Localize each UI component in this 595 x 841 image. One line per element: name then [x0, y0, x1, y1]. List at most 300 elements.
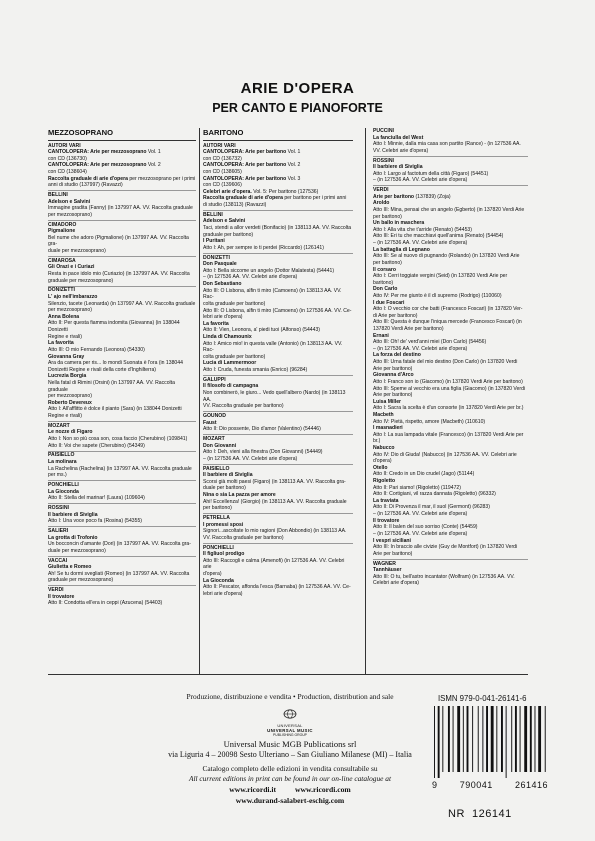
line-text: Atto III: Se al nuovo di pugnando (Rolando) (in 137820 Verdi Arie: [373, 253, 520, 260]
aria-line: [373, 379, 528, 386]
aria-line: [48, 393, 196, 400]
line-text: colta graduale per baritono): [203, 300, 266, 307]
aria-line: [203, 169, 353, 176]
line-text: Taci, stendi a allor verdeti (Bonifacio) (in 138113 AA. VV. Raccolta: [203, 225, 352, 232]
opera-title: Il barbiere di Siviglia: [373, 164, 423, 171]
line-text: 137820 Verdi Arie per baritono): [373, 326, 444, 333]
work-title-line: [373, 220, 528, 227]
barcode-bar: [467, 706, 469, 772]
composer-name: PAISIELLO: [48, 452, 75, 459]
opera-title: Faust: [203, 419, 217, 426]
aria-line: [203, 499, 353, 506]
opera-title: Il barbiere di Siviglia: [48, 511, 98, 518]
work-title-line: [373, 478, 528, 485]
line-text: Atto II: Pari siamo! (Rigoletto) (119472): [373, 484, 461, 491]
line-suffix: Vol. 1: [146, 149, 161, 156]
work-title-line: [373, 425, 528, 432]
line-text: – (in 127536 AA. VV. Celebri arie d'opera): [373, 511, 468, 518]
logo-mark: UNIVERSAL: [277, 723, 303, 728]
line-text: duale per mezzosoprano): [48, 248, 106, 255]
line-text: Silenzio, tacete (Leonarda) (in 137997 AA. VV. Raccolta graduale: [48, 300, 196, 307]
aria-line: [203, 232, 353, 239]
line-text: I due Foscari: [373, 299, 405, 306]
line-text: Rigoletto: [373, 478, 396, 485]
barcode: [432, 706, 548, 778]
work-title-line: [373, 194, 528, 201]
opera-title: La molinara: [48, 459, 77, 465]
composer-name: GOUNOD: [203, 413, 226, 419]
work-title-line: [373, 300, 528, 307]
line-text: Signori...ascoltate lo mio ragioni (Don Abbondio) (in 138113 AA.: [203, 528, 347, 535]
aria-line: [373, 319, 528, 326]
composer-entry: [48, 222, 196, 255]
barcode-bar: [511, 706, 512, 772]
barcode-bar: [520, 706, 521, 772]
footer-divider: [48, 674, 528, 675]
aria-line: [373, 141, 528, 148]
composer-name: BELLINI: [48, 191, 68, 198]
line-text: – (in 127536 AA. VV. Celebri arie d'opera): [373, 240, 468, 247]
column-baritono: [203, 128, 353, 599]
aria-line: [48, 571, 196, 578]
work-title-line: [203, 578, 353, 585]
barcode-bar: [472, 706, 473, 772]
aria-line: [48, 548, 196, 555]
composer-name: SALIERI: [48, 528, 69, 534]
composer-name: BELLINI: [203, 211, 223, 218]
aria-line: [48, 212, 196, 219]
aria-line: [48, 156, 196, 163]
composer-entry: [48, 587, 196, 607]
heading-rule: [48, 140, 196, 141]
work-title-line: [203, 162, 353, 169]
barcode-bar: [545, 706, 546, 772]
work-title-line: [373, 498, 528, 505]
line-text: Il corsaro: [373, 266, 396, 273]
composer-name: AUTORI VARI: [203, 142, 236, 149]
aria-line: [373, 580, 528, 587]
composer-name: MOZART: [203, 436, 225, 442]
aria-line: [203, 535, 353, 542]
work-title-line: [373, 372, 528, 379]
line-text: I masnadieri: [373, 425, 403, 432]
line-text: d'opera): [203, 571, 222, 578]
work-title-line: [373, 518, 528, 525]
line-text: – (in 127536 AA. VV. Celebri arie d'opera): [203, 455, 298, 462]
line-text: Arie per baritono): [373, 365, 413, 372]
line-text: Atto III: Urna fatale del mio destino (Don Carlo) (in 137820 Verdi: [373, 359, 518, 366]
line-text: Atto II: Condotta ell'era in ceppi (Azucena) (54403): [48, 600, 163, 607]
production-line: Produzione, distribuzione e vendita • Production, distribution and sale: [186, 692, 394, 701]
line-suffix: (137839) (Zoja): [414, 193, 451, 200]
line-text: Atto IV: Pietà, rispetto, amore (Macbeth) (110610): [373, 418, 486, 425]
globe-icon: [283, 709, 297, 719]
composer-entry: [48, 287, 196, 419]
aria-line: [373, 293, 528, 300]
aria-line: [48, 600, 196, 607]
opera-title: Il trovatore: [48, 593, 75, 600]
opera-title: Giulietta e Romeo: [48, 564, 92, 571]
opera-title: Pigmalione: [48, 228, 76, 235]
aria-line: [48, 334, 196, 341]
aria-line: [203, 354, 353, 361]
composer-name: ROSSINI: [373, 157, 394, 164]
composer-entry: [203, 377, 353, 410]
composer-entry: [48, 192, 196, 218]
barcode-bar: [438, 706, 440, 778]
aria-line: [203, 426, 353, 433]
barcode-bar: [530, 706, 532, 772]
line-text: Atto I: Una voce poco fa (Rosina) (54355): [48, 518, 143, 525]
line-text: Anna Bolena: [48, 313, 80, 320]
aria-line: [48, 301, 196, 308]
work-title-line: [48, 162, 196, 169]
aria-line: [373, 511, 528, 518]
line-text: Atto I: Sacra la scelta è d'un consorte (in 137820 Verdi Arie per br.): [373, 405, 524, 412]
aria-line: [203, 571, 353, 578]
work-title-line: [48, 354, 196, 361]
work-title-line: [373, 399, 528, 406]
aria-line: [48, 380, 196, 393]
line-suffix: Vol. 1: [286, 149, 301, 156]
column-mezzosoprano: [48, 128, 196, 608]
line-text: Lucrezia Borgia: [48, 373, 87, 380]
barcode-bar: [482, 706, 483, 772]
aria-line: [373, 313, 528, 320]
aria-line: [373, 233, 528, 240]
line-text: Atto II: Per questa fiamma indomita (Giovanna) (in 138044 Donizetti: [48, 320, 180, 334]
aria-line: [373, 405, 528, 412]
composer-entry: [203, 545, 353, 598]
line-text: Ahi! Eccellenza! (Giorgio) (in 138113 AA. VV. Raccolta graduale: [203, 498, 347, 505]
website-links: www.ricordi.it www.ricordi.com: [229, 785, 351, 794]
line-text: Atto I: All'afflitto è dolce il pianto (Sara) (in 138044 Donizetti: [48, 406, 182, 413]
aria-line: [373, 419, 528, 426]
aria-line: [48, 466, 196, 479]
line-suffix: Vol. 2: [286, 162, 301, 169]
aria-line: [373, 386, 528, 393]
line-text: Atto III: O mio Fernando (Leonora) (54330): [48, 346, 145, 353]
line-suffix: Vol. 3: [286, 175, 301, 182]
aria-line: [48, 278, 196, 285]
line-text: Atto III: Eri tu che macchiavi quell'anima (Renato) (54454): [373, 233, 504, 240]
aria-line: [203, 485, 353, 492]
line-text: Immagine gradita (Fanny) (in 137997 AA. VV. Raccolta graduale: [48, 205, 193, 212]
line-text: Luisa Miller: [373, 398, 402, 405]
aria-line: [373, 326, 528, 333]
composer-entry: [373, 561, 528, 587]
barcode-bar: [535, 706, 536, 772]
line-text: Atto IV: Per me giunto è il dì supremo (Rodrigo) (110060): [373, 292, 502, 299]
aria-line: [203, 558, 353, 571]
aria-line: [48, 182, 196, 189]
line-text: Atto I: Largo al factotum della città (Figaro) (54451): [373, 170, 489, 177]
line-text: Celebri arie d'opera): [373, 580, 419, 587]
line-text: Celebri arie d'opera.: [203, 188, 252, 195]
line-text: duale per baritono): [203, 485, 246, 492]
line-text: Don Carlo: [373, 286, 398, 293]
work-title-line: [48, 400, 196, 407]
line-text: graduale per mezzosoprano): [48, 277, 114, 284]
aria-line: [48, 577, 196, 584]
opera-title: La fanciulla del West: [373, 134, 424, 141]
opera-title: Don Pasquale: [203, 261, 237, 268]
composer-name: GALUPPI: [203, 376, 226, 383]
line-text: Atto III: O Lisbona, alfin ti miro (Camoens) (in 138113 AA. VV. Rac-: [203, 287, 342, 301]
universal-music-logo: [264, 706, 316, 737]
composer-name: VERDI: [48, 587, 64, 594]
composer-entry: [203, 413, 353, 433]
aria-line: [373, 253, 528, 260]
line-text: Atto I: O vecchio cor che batti (Francesco Foscari) (in 137820 Ver-: [373, 306, 523, 313]
composer-entry: [203, 212, 353, 252]
line-text: Lucia di Lammermoor: [203, 360, 257, 367]
line-text: Macbeth: [373, 411, 394, 418]
work-title-line: [203, 281, 353, 288]
work-title-line: [203, 238, 353, 245]
line-text: Linda di Chamounix: [203, 333, 252, 340]
opera-title: Il filosofo di campagna: [203, 383, 259, 390]
line-text: Don Sebastiano: [203, 281, 242, 288]
aria-line: [203, 308, 353, 315]
aria-line: [373, 392, 528, 399]
aria-line: [373, 524, 528, 531]
line-text: La Rachelina (Rachelina) (in 137997 AA. VV. Raccolta graduale per ms.): [48, 465, 192, 479]
aria-line: [203, 156, 353, 163]
aria-line: [203, 182, 353, 189]
opera-title: Le nozze di Figaro: [48, 429, 93, 436]
composer-entry: [48, 558, 196, 584]
aria-line: [48, 406, 196, 413]
aria-line: [373, 471, 528, 478]
line-text: per mezzosoprano): [48, 211, 92, 218]
barcode-digit-group: 261416: [514, 780, 548, 790]
aria-line: [373, 171, 528, 178]
line-text: CANTOLOPERA: Arie per baritono: [203, 149, 287, 156]
line-text: – (in 127536 AA. VV. Celebri arie d'opera): [203, 274, 298, 281]
opera-title: Adelson e Salvini: [48, 198, 91, 205]
line-text: Giovanna d'Arco: [373, 372, 414, 379]
work-title-line: [373, 200, 528, 207]
composer-entry: [48, 423, 196, 449]
opera-title: Gli Orazi e i Curiazi: [48, 264, 95, 271]
line-text: Raccolta graduale di arie d'opera: [48, 175, 128, 182]
line-text: Atto III: Mina, pensai che un angelo (Egberto) (in 137820 Verdi Arie: [373, 207, 525, 214]
barcode-bar: [478, 706, 479, 772]
aria-line: [48, 541, 196, 548]
line-text: Atto III: Speme al vecchio era una figlia (Giacomo) (in 137820 Verdi: [373, 385, 526, 392]
work-title-line: [373, 352, 528, 359]
aria-line: [203, 202, 353, 209]
line-text: Atto I: Deh, vieni alla finestra (Don Giovanni) (54449): [203, 449, 323, 456]
line-text: con CD (139606): [203, 182, 242, 189]
line-text: Otello: [373, 464, 388, 471]
aria-line: [203, 591, 353, 598]
aria-line: [48, 271, 196, 278]
aria-line: [48, 443, 196, 450]
composer-entry: [373, 158, 528, 184]
aria-line: [203, 479, 353, 486]
aria-line: [373, 452, 528, 465]
line-text: con CD (136732): [203, 155, 242, 162]
column-divider: [365, 128, 366, 674]
barcode-bar: [453, 706, 454, 772]
barcode-bar: [463, 706, 464, 772]
aria-line: [203, 505, 353, 512]
line-text: La favorita: [203, 320, 229, 327]
line-suffix: Vol. 2: [146, 162, 161, 169]
composer-entry: [203, 255, 353, 374]
aria-line: [203, 403, 353, 410]
composer-name: AUTORI VARI: [48, 142, 81, 149]
aria-line: [373, 359, 528, 366]
work-title-line: [48, 149, 196, 156]
aria-line: [373, 574, 528, 581]
line-text: Atto II: Stella del marinar! (Laura) (109604): [48, 495, 145, 502]
line-text: – (in 127536 AA. VV. Celebri arie d'opera): [373, 530, 468, 537]
composer-entry: [48, 452, 196, 478]
line-text: Regine e rivali): [48, 333, 82, 340]
logo-sub: PUBLISHING GROUP: [273, 732, 307, 737]
line-text: Atto II: Di Provenza il mar, il suol (Germont) (96283): [373, 504, 490, 511]
heading-rule: [203, 140, 353, 141]
aria-line: [203, 301, 353, 308]
work-title-line: [203, 360, 353, 367]
aria-line: [373, 227, 528, 234]
line-text: Atto I: Cerri toggiate vergini (Seid) (in 137820 Verdi Arie per baritono): [373, 273, 508, 286]
composer-entry: [48, 143, 196, 189]
line-text: con CD (136730): [48, 155, 87, 162]
barcode-bar: [442, 706, 443, 772]
line-text: per mezzosoprano): [48, 393, 92, 400]
aria-line: [48, 205, 196, 212]
line-text: VV. Raccolta graduale per baritono): [203, 403, 284, 410]
line-text: La traviata: [373, 497, 399, 504]
aria-line: [373, 207, 528, 214]
aria-line: [203, 268, 353, 275]
aria-line: [48, 495, 196, 502]
composer-entry: [203, 466, 353, 512]
composer-entry: [48, 528, 196, 554]
line-text: Atto II: Dio possente, Dio d'amor (Valentino) (54446): [203, 426, 321, 433]
line-text: graduale per baritono): [203, 231, 254, 238]
line-text: Atto III: O tu, bell'astro incantator (Wolfram) (in 127536 AA. VV.: [373, 573, 515, 580]
work-title-line: [373, 538, 528, 545]
composer-entry: [48, 505, 196, 525]
composer-name: CIMADORO: [48, 221, 77, 228]
barcode-digits: [432, 780, 548, 790]
catalog-note-en: All current editions in print can be found in our on-line catalogue at: [188, 774, 392, 783]
aria-line: [48, 307, 196, 314]
line-text: Giovanna Gray: [48, 353, 85, 360]
work-title-line: [48, 340, 196, 347]
aria-line: [48, 320, 196, 333]
work-title-line: [373, 465, 528, 472]
barcode-bar: [486, 706, 488, 772]
barcode-digit-group: 9: [432, 780, 438, 790]
line-text: anni di studio (137997) (Ravazzi): [48, 182, 123, 189]
line-text: La favorita: [48, 340, 74, 347]
line-text: Scorsi già molti paesi (Figaro) (in 138113 AA. VV. Raccolta gra-: [203, 478, 346, 485]
aria-line: [373, 306, 528, 313]
line-text: I vespri siciliani: [373, 537, 411, 544]
ismn-code: ISMN 979-0-041-26141-6: [438, 694, 527, 703]
line-text: Roberto Devereux: [48, 399, 92, 406]
aria-line: [373, 240, 528, 247]
aria-line: [203, 528, 353, 535]
line-text: Resta in pace idolo mio (Curiazio) (in 137997 AA. VV. Raccolta: [48, 271, 190, 278]
aria-line: [203, 341, 353, 354]
composer-entry: [373, 128, 528, 154]
composer-name: MOZART: [48, 422, 70, 429]
publisher-address: via Liguria 4 – 20098 Sesto Ulteriano – San Giuliano Milanese (MI) – Italia: [168, 750, 412, 759]
line-text: Non combinerò, le giuro... Vedo quell'albero (Nardo) (in 138113 AA.: [203, 390, 346, 403]
aria-line: [48, 436, 196, 443]
aria-line: [373, 504, 528, 511]
line-text: Bel nume che adoro (Pigmalione) (in 137997 AA. VV. Raccolta gra-: [48, 234, 189, 248]
barcode-bar: [496, 706, 497, 772]
logo-word: UNIVERSAL MUSIC: [267, 728, 313, 733]
line-text: Atto I: Minnie, dalla mia casa son partito (Rance) - (in 127536 AA.: [373, 141, 521, 148]
aria-line: [48, 169, 196, 176]
line-text: La Gioconda: [203, 577, 234, 584]
work-title-line: [373, 286, 528, 293]
line-text: Ah! Se tu dormi svegliati (Romeo) (in 137997 AA. VV. Raccolta: [48, 570, 190, 577]
aria-line: [373, 544, 528, 551]
line-text: CANTOLOPERA: Arie per baritono: [203, 175, 287, 182]
line-text: Atto I: Ah, per sempre io ti perdei (Riccardo) (126141): [203, 244, 324, 251]
line-text: Il trovatore: [373, 517, 400, 524]
column-heading: MEZZOSOPRANO: [48, 128, 113, 137]
line-text: Atto I: Cruda, funesta smania (Enrico) (96284): [203, 367, 308, 373]
line-text: Atto III: Oh! de' verd'anni miei (Don Carlo) (54456): [373, 339, 487, 346]
aria-line: [373, 148, 528, 155]
opera-title: Il barbiere di Siviglia: [203, 472, 253, 479]
aria-line: [373, 273, 528, 286]
aria-line: [373, 551, 528, 558]
aria-line: [203, 225, 353, 232]
line-text: Nabucco: [373, 444, 395, 451]
line-text: Atto II: Cortigiani, vil razza dannata (Rigoletto) (96332): [373, 491, 496, 498]
line-text: La forza del destino: [373, 352, 421, 359]
work-title-line: [373, 247, 528, 254]
composer-name: PETRELLA: [203, 515, 230, 522]
line-text: Nella fatal di Rimini (Orsini) (in 137997 AA. VV. Raccolta graduale: [48, 379, 175, 393]
aria-line: [373, 432, 528, 445]
line-text: Un ballo in maschera: [373, 220, 425, 227]
aria-line: [373, 485, 528, 492]
work-title-line: [48, 373, 196, 380]
aria-line: [203, 390, 353, 403]
line-text: CANTOLOPERA: Arie per mezzosoprano: [48, 162, 147, 169]
line-text: di Arie per baritono): [373, 312, 418, 319]
aria-line: [203, 274, 353, 281]
aria-line: [48, 518, 196, 525]
line-text: Atto I: Amico mio! in questa valle (Antonio) (in 138113 AA. VV. Rac-: [203, 340, 343, 354]
line-suffix: Vol. 5: Per baritono (127536): [251, 188, 319, 195]
line-text: per baritono): [203, 505, 232, 512]
composer-name: VACCAI: [48, 557, 68, 564]
aria-line: [373, 491, 528, 498]
barcode-digit-group: 790041: [459, 780, 493, 790]
work-title-line: [373, 445, 528, 452]
line-text: VV. Celebri arie d'opera): [373, 147, 429, 154]
opera-title: L' ajo nell'imbarazzo: [48, 294, 98, 301]
line-text: Atto II: Pescator, affonda l'esca (Barnaba) (in 127536 AA. VV. Ce-: [203, 584, 351, 591]
line-text: Atto III: Questa è dunque l'iniqua mercede (Francesco Foscari) (in: [373, 319, 522, 326]
work-title-line: [203, 176, 353, 183]
aria-line: [48, 235, 196, 248]
